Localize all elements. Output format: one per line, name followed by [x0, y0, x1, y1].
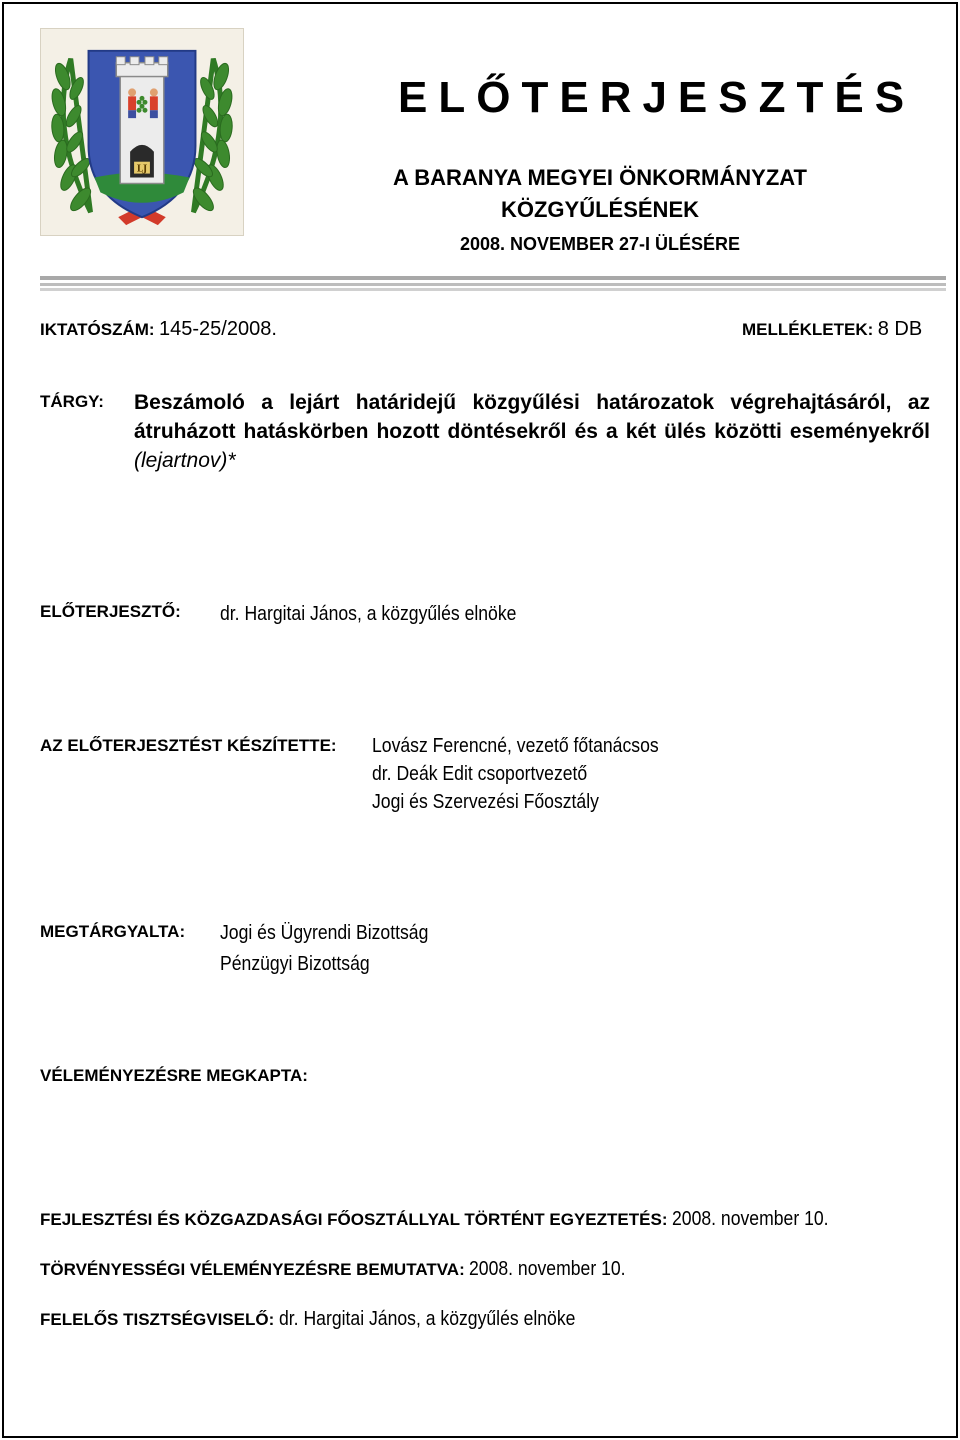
coat-of-arms-icon	[40, 28, 244, 236]
subject-text	[134, 388, 930, 475]
attachments-label: MELLÉKLETEK:	[742, 320, 874, 339]
prepared-by-line-2: dr. Deák Edit csoportvezető	[372, 763, 588, 785]
legality-date: 2008. november 10.	[469, 1258, 626, 1280]
subject-tag: (lejartnov)*	[134, 449, 236, 472]
prepared-by-label-wrap	[40, 736, 337, 756]
org-line-2: KÖZGYŰLÉSÉNEK	[500, 197, 700, 222]
subject-label: TÁRGY:	[40, 392, 104, 411]
presenter-label: ELŐTERJESZTŐ:	[40, 602, 181, 621]
responsible-value: dr. Hargitai János, a közgyűlés elnöke	[278, 1308, 576, 1330]
header-divider	[40, 276, 946, 294]
legality-row	[40, 1258, 647, 1281]
presenter	[40, 602, 181, 622]
attachments-count	[742, 318, 922, 341]
subject-body: Beszámoló a lejárt határidejű közgyűlési határozatok végrehajtásáról, az átruházott hatáskörben hozott döntésekről és a két ülés közötti eseményekről	[134, 391, 930, 443]
org-line-3: 2008. NOVEMBER 27-I ÜLÉSÉRE	[459, 234, 741, 254]
registration-number	[40, 318, 277, 341]
presenter-value: dr. Hargitai János, a közgyűlés elnöke	[220, 603, 517, 625]
document-title	[398, 74, 915, 122]
coordination-row	[40, 1208, 850, 1231]
prepared-by-label: AZ ELŐTERJESZTÉST KÉSZÍTETTE:	[40, 736, 337, 755]
responsible-label: FELELŐS TISZTSÉGVISELŐ:	[40, 1310, 275, 1329]
crest-letters: LJ	[136, 164, 148, 175]
org-line-1: A BARANYA MEGYEI ÖNKORMÁNYZAT	[393, 165, 807, 190]
document-title-text: ELŐTERJESZTÉS	[398, 73, 916, 122]
coat-of-arms-svg	[41, 29, 243, 235]
discussed-by-line-2: Pénzügyi Bizottság	[220, 953, 370, 975]
responsible-row	[40, 1308, 616, 1331]
registration-number-label: IKTATÓSZÁM:	[40, 320, 155, 339]
discussed-by-label: MEGTÁRGYALTA:	[40, 922, 186, 941]
prepared-by-line-3: Jogi és Szervezési Főosztály	[372, 791, 599, 813]
opinion-label: VÉLEMÉNYEZÉSRE MEGKAPTA:	[40, 1066, 308, 1085]
attachments-value: 8 DB	[877, 318, 923, 340]
coordination-date: 2008. november 10.	[671, 1208, 829, 1230]
legality-label: TÖRVÉNYESSÉGI VÉLEMÉNYEZÉSRE BEMUTATVA:	[40, 1260, 465, 1279]
discussed-by-label-wrap	[40, 922, 185, 942]
discussed-by-list	[220, 918, 428, 980]
coordination-label: FEJLESZTÉSI ÉS KÖZGAZDASÁGI FŐOSZTÁLLYAL TÖRTÉNT EGYEZTETÉS:	[40, 1210, 668, 1229]
organization-header	[290, 162, 910, 262]
opinion-recipients	[40, 1066, 308, 1086]
discussed-by-line-1: Jogi és Ügyrendi Bizottság	[220, 922, 429, 944]
registration-number-value: 145-25/2008.	[159, 318, 277, 340]
prepared-by-line-1: Lovász Ferencné, vezető főtanácsos	[372, 735, 659, 757]
prepared-by-list	[372, 732, 659, 816]
